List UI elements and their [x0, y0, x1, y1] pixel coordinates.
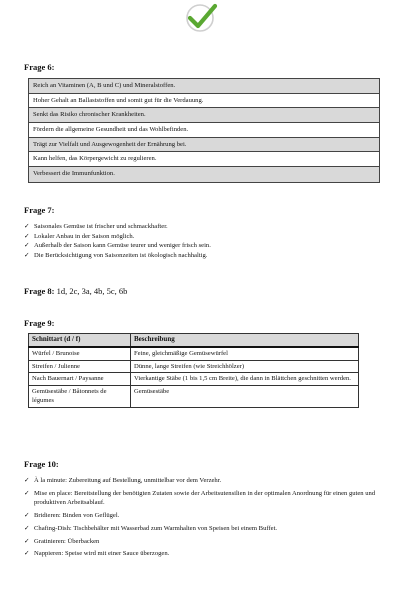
column-header: Beschreibung	[131, 334, 359, 348]
table-row	[29, 373, 359, 386]
frage6-item: Senkt das Risiko chronischer Krankheiten.	[29, 108, 379, 123]
frage6-item: Fördern die allgemeine Gesundheit und das Wohlbefinden.	[29, 123, 379, 138]
checkmark-bullet-icon: ✓	[24, 231, 30, 240]
frage6-heading: Frage 6:	[24, 62, 55, 72]
table-cell: Dünne, lange Streifen (wie Streichhölzer)	[131, 360, 359, 373]
frage6-answer-box	[28, 78, 380, 183]
list-item	[24, 476, 384, 486]
frage7-item: Saisonales Gemüse ist frischer und schmackhafter.	[34, 223, 168, 230]
frage7-list	[24, 222, 384, 260]
frage6-item: Hoher Gehalt an Ballaststoffen und somit gut für die Verdauung.	[29, 94, 379, 109]
frage10-item: À la minute: Zubereitung auf Bestellung, unmittelbar vor dem Verzehr.	[34, 477, 222, 484]
frage7-item: Lokaler Anbau in der Saison möglich.	[34, 232, 135, 240]
frage7-item: Die Berücksichtigung von Saisonzeiten ist ökologisch nachhaltig.	[34, 251, 208, 259]
table-cell: Nach Bauernart / Paysanne	[29, 373, 131, 386]
list-item	[24, 232, 384, 242]
frage7-item: Außerhalb der Saison kann Gemüse teurer und weniger frisch sein.	[34, 242, 211, 250]
frage10-item: Mise en place: Bereitstellung der benötigten Zutaten sowie der Arbeitsutensilien in der optimalen Anordnung für einen guten und produktiven Arbeitsablauf.	[34, 489, 376, 507]
table-row	[29, 385, 359, 407]
checkmark-bullet-icon: ✓	[24, 523, 30, 532]
list-item	[24, 222, 384, 232]
table-cell: Feine, gleichmäßige Gemüsewürfel	[131, 347, 359, 360]
checkmark-bullet-icon: ✓	[24, 511, 30, 520]
cutting-styles-table	[28, 333, 359, 408]
frage8-line	[24, 286, 127, 296]
frage6-item: Trägt zur Vielfalt und Ausgewogenheit der Ernährung bei.	[29, 138, 379, 153]
frage6-item: Verbessert die Immunfunktion.	[29, 167, 379, 182]
frage6-item: Reich an Vitaminen (A, B und C) und Mineralstoffen.	[29, 79, 379, 94]
checkmark-bullet-icon: ✓	[24, 222, 30, 230]
check-mark-icon	[180, 3, 220, 33]
checkmark-bullet-icon: ✓	[24, 536, 30, 545]
table-cell: Würfel / Brunoise	[29, 347, 131, 360]
list-item	[24, 511, 384, 521]
checkmark-bullet-icon: ✓	[24, 250, 30, 259]
frage8-answer: 1d, 2c, 3a, 4b, 5c, 6b	[56, 286, 128, 296]
table-cell: Gemüsestäbe / Bâtonnets de légumes	[29, 385, 131, 407]
table-header-row	[29, 334, 359, 348]
frage10-list	[24, 476, 384, 562]
checkmark-bullet-icon: ✓	[24, 241, 30, 250]
list-item	[24, 489, 384, 509]
frage6-item: Kann helfen, das Körpergewicht zu regulieren.	[29, 152, 379, 167]
checkmark-bullet-icon: ✓	[24, 549, 30, 558]
list-item	[24, 537, 384, 547]
checkmark-bullet-icon: ✓	[24, 476, 30, 484]
table-cell: Vierkantige Stäbe (1 bis 1,5 cm Breite), die dann in Blättchen geschnitten werden.	[131, 373, 359, 386]
frage10-item: Chafing-Dish: Tischbehälter mit Wasserbad zum Warmhalten von Speisen bei einem Buffet.	[34, 524, 278, 532]
table-cell: Gemüsestäbe	[131, 385, 359, 407]
table-cell: Streifen / Julienne	[29, 360, 131, 373]
frage8-heading: Frage 8:	[24, 286, 55, 296]
frage10-item: Gratinieren: Überbacken	[34, 537, 100, 545]
list-item	[24, 549, 384, 559]
frage10-heading: Frage 10:	[24, 459, 59, 469]
frage9-heading: Frage 9:	[24, 318, 55, 328]
list-item	[24, 241, 384, 251]
frage10-item: Nappieren: Speise wird mit einer Sauce überzogen.	[34, 550, 170, 558]
list-item	[24, 524, 384, 534]
frage10-item: Bridieren: Binden von Geflügel.	[34, 512, 120, 520]
frage7-heading: Frage 7:	[24, 205, 55, 215]
table-row	[29, 347, 359, 360]
list-item	[24, 251, 384, 261]
table-row	[29, 360, 359, 373]
column-header: Schnittart (d / f)	[29, 334, 131, 348]
checkmark-bullet-icon: ✓	[24, 488, 30, 497]
